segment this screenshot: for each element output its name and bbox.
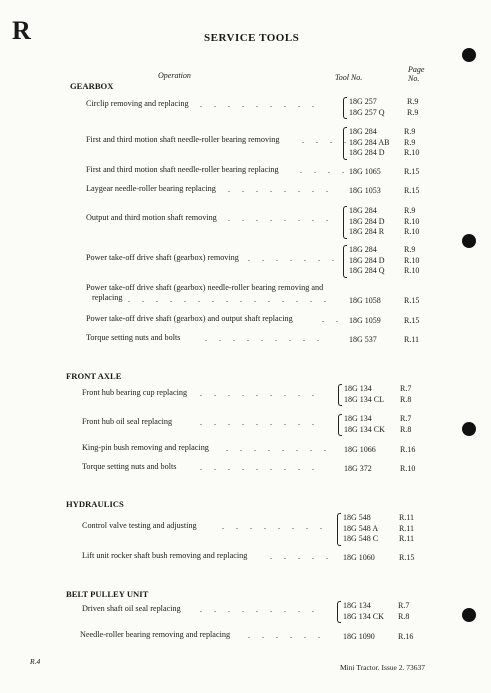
leader-dots: . . . . . . . . . (200, 100, 319, 109)
tool-number: 18G 1060 (343, 553, 375, 562)
operation-text: Driven shaft oil seal replacing (82, 604, 181, 613)
page-number: R.9 (404, 138, 416, 147)
operation-text: Power take-off drive shaft (gearbox) needle-roller bearing removing and (86, 283, 324, 292)
column-header-tool-no: Tool No. (335, 73, 363, 82)
page-number: R.15 (404, 186, 420, 195)
tool-group-bracket (343, 206, 347, 239)
page-number: R.8 (400, 425, 412, 434)
footer-publication: Mini Tractor. Issue 2. 73637 (340, 663, 426, 672)
leader-dots: . . . . . . . . . (200, 605, 319, 614)
page-number: R.9 (404, 206, 416, 215)
page-number: R.10 (404, 256, 420, 265)
tool-number: 18G 134 (344, 414, 372, 423)
page-number: R.10 (404, 148, 420, 157)
tool-number: 18G 257 Q (349, 108, 385, 117)
leader-dots: . . . . . . . . (226, 444, 331, 453)
operation-text: Circlip removing and replacing (86, 99, 189, 108)
tool-number: 18G 1053 (349, 186, 381, 195)
tool-group-bracket (343, 245, 347, 278)
operation-text: Torque setting nuts and bolts (86, 333, 181, 342)
page-number: R.15 (404, 316, 420, 325)
binder-hole-mark (462, 234, 476, 248)
leader-dots: . . . . (300, 166, 349, 175)
page-number: R.15 (399, 553, 415, 562)
operation-text: Lift unit rocker shaft bush removing and replacing (82, 551, 248, 560)
column-header-page-line1: Page (408, 65, 425, 74)
page-number: R.7 (398, 601, 410, 610)
tool-number: 18G 257 (349, 97, 377, 106)
page-number: R.10 (400, 464, 416, 473)
tool-number: 18G 284 R (349, 227, 385, 236)
section-title-gearbox: GEARBOX (70, 81, 114, 91)
operation-text: Front hub bearing cup replacing (82, 388, 188, 397)
tool-number: 18G 284 D (349, 217, 385, 226)
leader-dots: . . . . . . . . . (200, 418, 319, 427)
page-number: R.11 (399, 534, 415, 543)
section-title-belt-pulley: BELT PULLEY UNIT (66, 589, 149, 599)
page-number: R.16 (400, 445, 416, 454)
leader-dots: . . . . . . . . . (205, 334, 324, 343)
operation-text: First and third motion shaft needle-roller bearing replacing (86, 165, 279, 174)
page-number: R.15 (404, 296, 420, 305)
section-letter: R (12, 16, 31, 45)
leader-dots: . . . . . . . . . (200, 463, 319, 472)
tool-number: 18G 1065 (349, 167, 381, 176)
leader-dots: . . . . . . (248, 631, 325, 640)
page-number: R.9 (404, 245, 416, 254)
tool-number: 18G 284 Q (349, 266, 385, 275)
operation-text: Laygear needle-roller bearing replacing (86, 184, 216, 193)
page-number: R.11 (404, 335, 420, 344)
tool-number: 18G 284 AB (349, 138, 390, 147)
tool-number: 18G 537 (349, 335, 377, 344)
page-number: R.9 (404, 127, 416, 136)
tool-number: 18G 284 (349, 127, 377, 136)
operation-text: replacing (92, 293, 123, 302)
page-number: R.7 (400, 384, 412, 393)
operation-text: Power take-off drive shaft (gearbox) and output shaft replacing (86, 314, 293, 323)
page-title: SERVICE TOOLS (204, 32, 300, 44)
page-number: R.11 (399, 513, 415, 522)
binder-hole-mark (462, 422, 476, 436)
operation-text: Torque setting nuts and bolts (82, 462, 177, 471)
operation-text: First and third motion shaft needle-roller bearing removing (86, 135, 280, 144)
page-number: R.10 (404, 217, 420, 226)
tool-number: 18G 1058 (349, 296, 381, 305)
tool-number: 18G 134 (343, 601, 371, 610)
binder-hole-mark (462, 608, 476, 622)
tool-number: 18G 548 A (343, 524, 379, 533)
page-number: R.10 (404, 227, 420, 236)
tool-group-bracket (338, 414, 342, 436)
operation-text: Power take-off drive shaft (gearbox) removing (86, 253, 239, 262)
tool-number: 18G 1066 (344, 445, 376, 454)
section-title-hydraulics: HYDRAULICS (66, 499, 124, 509)
page-number: R.16 (398, 632, 414, 641)
leader-dots: . . . . . . . . (222, 522, 327, 531)
operation-text: King-pin bush removing and replacing (82, 443, 209, 452)
column-header-page-line2: No. (408, 74, 420, 83)
tool-group-bracket (338, 384, 342, 406)
tool-number: 18G 548 (343, 513, 371, 522)
tool-group-bracket (337, 513, 341, 546)
tool-group-bracket (343, 97, 347, 119)
footer-page-ref: R.4 (30, 657, 41, 666)
tool-group-bracket (343, 127, 347, 160)
leader-dots: . . . . . . . . . (200, 389, 319, 398)
leader-dots: . . . . . . . (248, 254, 339, 263)
section-title-front-axle: FRONT AXLE (66, 371, 122, 381)
tool-number: 18G 134 CL (344, 395, 384, 404)
leader-dots: . . . . . (270, 552, 333, 561)
operation-text: Front hub oil seal replacing (82, 417, 173, 426)
tool-number: 18G 134 CK (344, 425, 385, 434)
page-number: R.8 (400, 395, 412, 404)
tool-number: 18G 284 (349, 206, 377, 215)
page-number: R.15 (404, 167, 420, 176)
tool-number: 18G 284 D (349, 256, 385, 265)
page-number: R.9 (407, 108, 419, 117)
tool-number: 18G 548 C (343, 534, 379, 543)
tool-number: 18G 372 (344, 464, 372, 473)
operation-text: Control valve testing and adjusting (82, 521, 197, 530)
tool-group-bracket (337, 601, 341, 623)
leader-dots: . . . . (302, 136, 351, 145)
tool-number: 18G 284 (349, 245, 377, 254)
page-number: R.7 (400, 414, 412, 423)
leader-dots: . . (322, 315, 343, 324)
page-number: R.9 (407, 97, 419, 106)
tool-number: 18G 1090 (343, 632, 375, 641)
tool-number: 18G 134 CK (343, 612, 384, 621)
leader-dots: . . . . . . . . (228, 185, 333, 194)
page-number: R.10 (404, 266, 420, 275)
tool-number: 18G 1059 (349, 316, 381, 325)
binder-hole-mark (462, 48, 476, 62)
leader-dots: . . . . . . . . . . . . . . . (128, 295, 331, 304)
column-header-operation: Operation (158, 71, 191, 80)
operation-text: Output and third motion shaft removing (86, 213, 217, 222)
tool-number: 18G 134 (344, 384, 372, 393)
page-number: R.8 (398, 612, 410, 621)
leader-dots: . . . . . . . . (228, 214, 333, 223)
tool-number: 18G 284 D (349, 148, 385, 157)
page-number: R.11 (399, 524, 415, 533)
operation-text: Needle-roller bearing removing and replacing (80, 630, 231, 639)
